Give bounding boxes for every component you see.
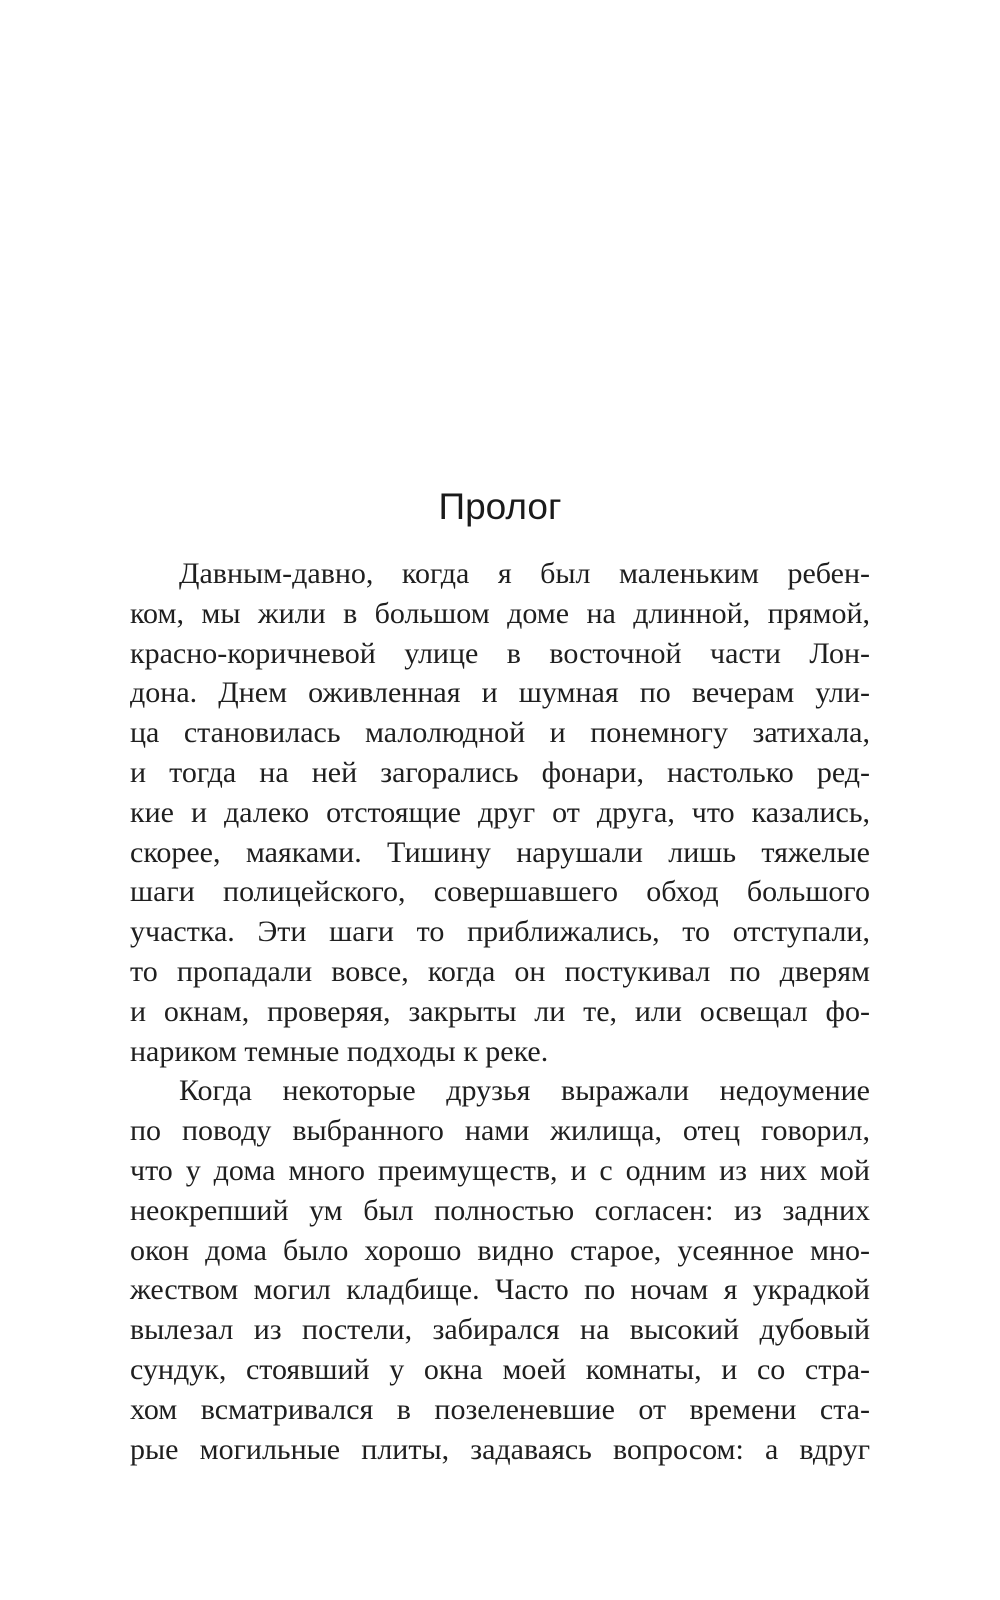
text-line: дона. Днем оживленная и шумная по вечерам ули- <box>130 676 870 710</box>
text-line: скорее, маяками. Тишину нарушали лишь тяжелые <box>130 835 870 869</box>
text-line: неокрепший ум был полностью согласен: из задних <box>130 1193 870 1227</box>
text-line: по поводу выбранного нами жилища, отец говорил, <box>130 1114 870 1148</box>
text-line: вылезал из постели, забирался на высокий дубовый <box>130 1313 870 1347</box>
chapter-title: Пролог <box>438 486 562 527</box>
text-line: жеством могил кладбище. Часто по ночам я украдкой <box>130 1273 870 1307</box>
text-line: хом всматривался в позеленевшие от времени ста- <box>130 1392 870 1426</box>
text-line: шаги полицейского, совершавшего обход большого <box>130 875 870 909</box>
text-line: и тогда на ней загорались фонари, настолько ред- <box>130 755 870 789</box>
text-line: рые могильные плиты, задаваясь вопросом: а вдруг <box>130 1432 870 1466</box>
text-line: красно-коричневой улице в восточной части Лон- <box>130 636 870 670</box>
text-line: участка. Эти шаги то приближались, то отступали, <box>130 915 870 949</box>
text-line: сундук, стоявший у окна моей комнаты, и со стра- <box>130 1352 870 1386</box>
text-line: то пропадали вовсе, когда он постукивал по дверям <box>130 954 870 988</box>
text-line: кие и далеко отстоящие друг от друга, что казались, <box>130 795 870 829</box>
text-line: что у дома много преимуществ, и с одним из них мой <box>130 1153 870 1187</box>
text-line: ком, мы жили в большом доме на длинной, прямой, <box>130 596 870 630</box>
text-line: ца становилась малолюдной и понемногу затихала, <box>130 716 870 750</box>
text-line: окон дома было хорошо видно старое, усеянное мно- <box>130 1233 870 1267</box>
body-text <box>130 554 870 1469</box>
text-line: и окнам, проверяя, закрыты ли те, или освещал фо- <box>130 994 870 1028</box>
text-line: Когда некоторые друзья выражали недоумение <box>179 1074 870 1108</box>
text-line: нариком темные подходы к реке. <box>130 1034 549 1068</box>
text-line: Давным-давно, когда я был маленьким ребен- <box>179 557 870 590</box>
